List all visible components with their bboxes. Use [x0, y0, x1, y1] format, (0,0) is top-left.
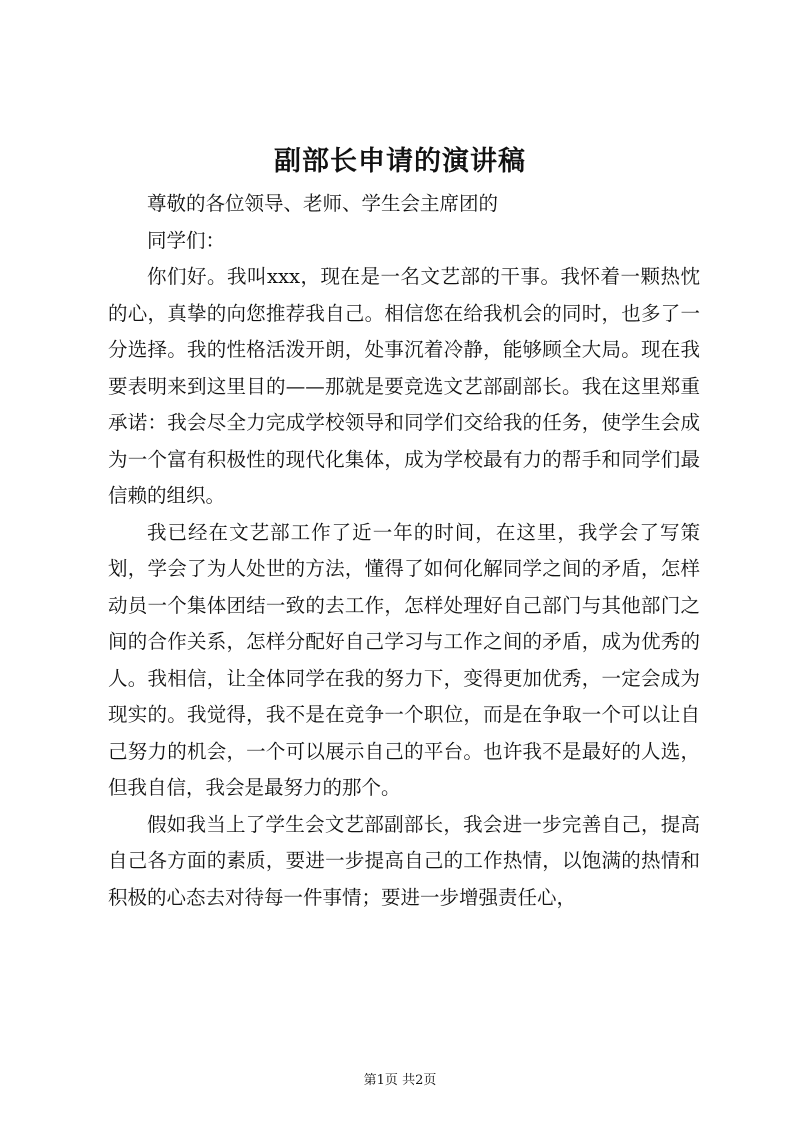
page-total: 共2页: [402, 1073, 437, 1088]
document-title: 副部长申请的演讲稿: [274, 146, 526, 177]
page-number: 第1页: [363, 1073, 398, 1088]
body-paragraph: 我已经在文艺部工作了近一年的时间，在这里，我学会了写策划，学会了为人处世的方法，懂得了如何化解同学之间的矛盾，怎样动员一个集体团结一致的去工作，怎样处理好自己部门与其他部门之间的合作关系，怎样分配好自己学习与工作之间的矛盾，成为优秀的人。我相信，让全体同学在我的努力下，变得更加优秀，一定会成为现实的。我觉得，我不是在竞争一个职位，而是在争取一个可以让自己努力的机会，一个可以展示自己的平台。也许我不是最好的人选，但我自信，我会是最努力的那个。: [108, 520, 700, 799]
salutation-line: 同学们：: [147, 228, 226, 252]
body-paragraph: 假如我当上了学生会文艺部副部长，我会进一步完善自己，提高自己各方面的素质，要进一步提高自己的工作热情，以饱满的热情和积极的心态去对待每一件事情；要进一步增强责任心，: [108, 812, 700, 909]
salutation-line: 尊敬的各位领导、老师、学生会主席团的: [147, 192, 499, 215]
page-footer: [0, 1071, 800, 1091]
body-paragraph: 你们好。我叫xxx，现在是一名文艺部的干事。我怀着一颗热忱的心，真挚的向您推荐我自己。相信您在给我机会的同时，也多了一分选择。我的性格活泼开朗，处事沉着冷静，能够顾全大局。现在我要表明来到这里目的——那就是要竞选文艺部副部长。我在这里郑重承诺：我会尽全力完成学校领导和同学们交给我的任务，使学生会成为一个富有积极性的现代化集体，成为学校最有力的帮手和同学们最信赖的组织。: [108, 265, 700, 507]
document-body: [108, 186, 700, 916]
